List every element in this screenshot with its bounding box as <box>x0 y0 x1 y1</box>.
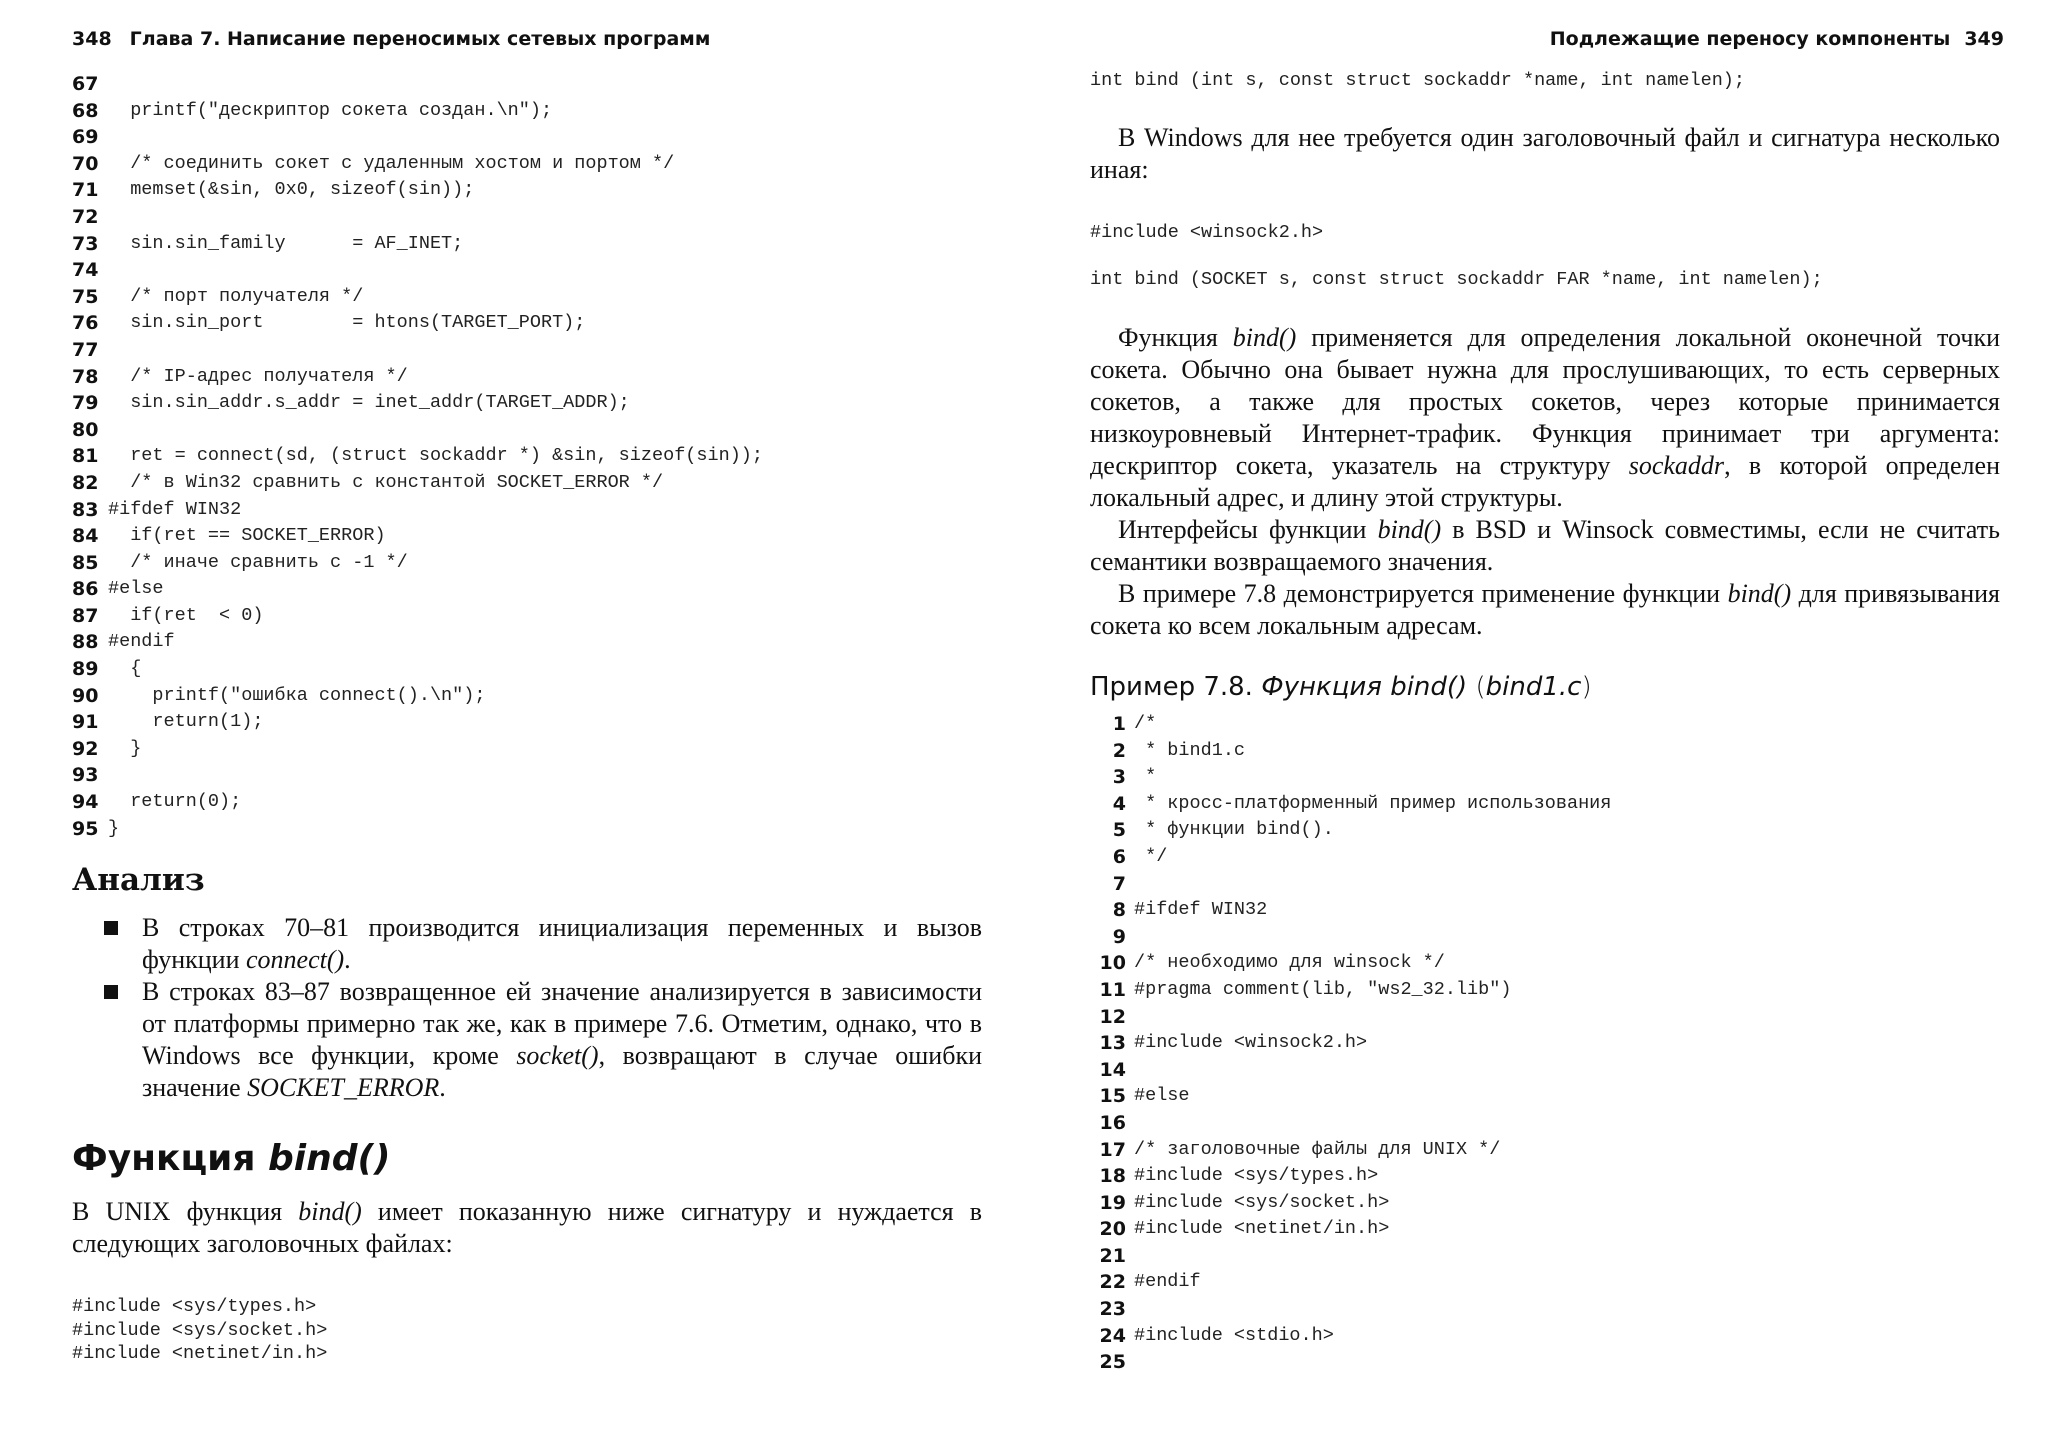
line-number: 81 <box>72 445 99 468</box>
code-text: #else <box>1134 1085 1190 1107</box>
line-number: 73 <box>72 232 99 255</box>
code-text: #ifdef WIN32 <box>108 498 242 520</box>
code-text: sin.sin_port = htons(TARGET_PORT); <box>108 312 586 334</box>
line-number: 17 <box>1099 1138 1126 1161</box>
code-line <box>72 204 763 231</box>
line-number: 87 <box>72 604 99 627</box>
line-number: 18 <box>1099 1165 1126 1188</box>
code-line <box>1090 1137 1611 1164</box>
code-line <box>1090 711 1611 738</box>
code-text: } <box>108 817 120 839</box>
signature-unix: int bind (int s, const struct sockaddr *name, int namelen); <box>1090 70 1746 91</box>
code-text: /* соединить сокет с удаленным хостом и портом */ <box>108 152 675 174</box>
line-number: 83 <box>72 498 99 521</box>
code-text: * <box>1134 766 1157 788</box>
code-line <box>72 417 763 444</box>
line-number: 67 <box>72 73 99 95</box>
bullet-emphasis: SOCKET_ERROR <box>247 1073 440 1102</box>
paragraph-emphasis: bind() <box>1727 579 1792 608</box>
code-text: #ifdef WIN32 <box>1134 899 1268 921</box>
code-line <box>72 71 763 98</box>
code-text: #include <netinet/in.h> <box>1134 1218 1390 1240</box>
code-text: if(ret == SOCKET_ERROR) <box>108 525 386 547</box>
code-line <box>72 151 763 178</box>
line-number: 82 <box>72 471 99 494</box>
code-line <box>72 124 763 151</box>
code-line <box>1090 1216 1611 1243</box>
code-line <box>72 497 763 524</box>
paragraph-text: для привязывания сокета ко всем локальным адресам. <box>1090 579 2000 640</box>
line-number: 7 <box>1112 872 1126 895</box>
line-number: 93 <box>72 764 99 787</box>
line-number: 85 <box>72 551 99 574</box>
analysis-bullets <box>72 912 982 1104</box>
code-text: ret = connect(sd, (struct sockaddr *) &sin, sizeof(sin)); <box>108 445 764 467</box>
code-line <box>1090 950 1611 977</box>
line-number: 91 <box>72 711 99 734</box>
code-line <box>72 550 763 577</box>
right-page <box>1024 0 2048 1447</box>
code-line <box>1090 1269 1611 1296</box>
code-text: /* IP-адрес получателя */ <box>108 365 408 387</box>
code-line <box>72 177 763 204</box>
bullet-square-icon <box>104 985 118 999</box>
code-line <box>72 284 763 311</box>
code-line <box>72 603 763 630</box>
page-number: 348 <box>72 28 112 50</box>
line-number: 15 <box>1099 1085 1126 1108</box>
code-line <box>72 98 763 125</box>
section-heading-emphasis: bind() <box>268 1138 391 1179</box>
code-line <box>1090 844 1611 871</box>
code-line <box>1090 1243 1611 1270</box>
section-heading <box>72 1138 390 1179</box>
code-text: } <box>108 737 142 759</box>
code-line <box>1090 1083 1611 1110</box>
code-line <box>72 231 763 258</box>
bullet-text: В строках 83–87 возвращенное ей значение анализируется в зависимости от платформы примерно так же, как в примере 7.6. Отметим, однако, что в Windows все функции, кроме <box>142 977 982 1070</box>
code-text: printf("ошибка connect().\n"); <box>108 684 486 706</box>
code-line <box>72 390 763 417</box>
code-text: /* <box>1134 713 1157 734</box>
include-line: #include <sys/types.h> <box>72 1296 317 1317</box>
code-line <box>72 789 763 816</box>
code-text: /* в Win32 сравнить с константой SOCKET_ERROR */ <box>108 471 664 493</box>
paragraph-text: Интерфейсы функции <box>1118 515 1378 544</box>
example-title: Функция <box>1261 672 1391 702</box>
bullet-emphasis: connect() <box>246 945 345 974</box>
line-number: 12 <box>1099 1005 1126 1028</box>
code-text: #include <winsock2.h> <box>1134 1032 1368 1054</box>
line-number: 94 <box>72 791 99 814</box>
code-line <box>72 816 763 843</box>
code-text: * кросс-платформенный пример использования <box>1134 792 1612 814</box>
line-number: 90 <box>72 684 99 707</box>
line-number: 72 <box>72 205 99 228</box>
paragraph-emphasis: bind() <box>298 1197 362 1226</box>
line-number: 79 <box>72 392 99 415</box>
include-line: #include <sys/socket.h> <box>72 1319 328 1341</box>
line-number: 13 <box>1099 1032 1126 1055</box>
code-line <box>1090 1030 1611 1057</box>
bullet-item <box>72 976 982 1104</box>
code-line <box>72 762 763 789</box>
line-number: 84 <box>72 525 99 548</box>
line-number: 23 <box>1099 1298 1126 1321</box>
bullet-emphasis: socket() <box>516 1041 599 1070</box>
description-block <box>1090 322 2000 642</box>
code-line <box>72 364 763 391</box>
line-number: 21 <box>1099 1244 1126 1267</box>
running-head-right <box>1550 28 2004 50</box>
paragraph-text: В примере 7.8 демонстрируется применение функции <box>1118 579 1728 608</box>
line-number: 92 <box>72 737 99 760</box>
code-text: */ <box>1134 845 1168 867</box>
code-line <box>72 443 763 470</box>
line-number: 11 <box>1099 978 1126 1001</box>
line-number: 24 <box>1099 1324 1126 1347</box>
paragraph-text: имеет показанную ниже сигнатуру и нуждается в следующих заголовочных файлах: <box>72 1197 982 1258</box>
line-number: 9 <box>1112 925 1126 948</box>
signature-windows: int bind (SOCKET s, const struct sockaddr FAR *name, int namelen); <box>1090 269 1823 290</box>
code-line <box>1090 1163 1611 1190</box>
code-line <box>1090 1190 1611 1217</box>
code-text: /* порт получателя */ <box>108 285 364 307</box>
line-number: 75 <box>72 285 99 308</box>
code-line <box>72 629 763 656</box>
line-number: 89 <box>72 658 99 681</box>
code-line <box>72 523 763 550</box>
code-line <box>1090 1057 1611 1084</box>
code-line <box>72 337 763 364</box>
example-title: ) <box>1581 672 1592 702</box>
code-line <box>1090 764 1611 791</box>
line-number: 25 <box>1099 1351 1126 1374</box>
line-number: 5 <box>1112 819 1126 842</box>
code-line <box>1090 924 1611 951</box>
example-label: Пример 7.8. <box>1090 672 1262 702</box>
bullet-text: В строках 70–81 производится инициализация переменных и вызов функции <box>142 913 982 974</box>
code-text: sin.sin_addr.s_addr = inet_addr(TARGET_ADDR); <box>108 392 630 414</box>
line-number: 20 <box>1099 1218 1126 1241</box>
running-title: Глава 7. Написание переносимых сетевых программ <box>129 28 711 50</box>
line-number: 16 <box>1099 1111 1126 1134</box>
body-paragraph <box>1090 514 2000 578</box>
code-line <box>72 576 763 603</box>
code-line <box>1090 897 1611 924</box>
code-text: memset(&sin, 0x0, sizeof(sin)); <box>108 179 475 201</box>
line-number: 71 <box>72 179 99 202</box>
running-title: Подлежащие переносу компоненты <box>1549 28 1951 50</box>
paragraph-text: В UNIX функция <box>72 1197 299 1226</box>
line-number: 76 <box>72 312 99 335</box>
code-text: * bind1.c <box>1134 739 1246 761</box>
code-text: * функции bind(). <box>1134 819 1334 841</box>
code-listing <box>1090 711 1611 1376</box>
bullet-text: . <box>344 945 351 974</box>
code-text: printf("дескриптор сокета создан.\n"); <box>108 99 553 121</box>
paragraph-text: Функция <box>1118 323 1233 352</box>
line-number: 95 <box>72 817 99 840</box>
code-line <box>1090 1004 1611 1031</box>
paragraph-text: применяется для определения локальной оконечной точки сокета. Обычно она бывает нужна для прослушивающих, то есть серверных сокетов, а также для простых сокетов, через которые принимается низкоуровневый Интернет-трафик. Функция принимает три аргумента: дескриптор сокета, указатель на структуру <box>1090 323 2001 480</box>
code-text: /* заголовочные файлы для UNIX */ <box>1134 1138 1501 1160</box>
code-line <box>1090 977 1611 1004</box>
include-line: #include <netinet/in.h> <box>72 1343 328 1364</box>
code-text: return(0); <box>108 791 242 813</box>
code-text: { <box>108 658 142 680</box>
line-number: 22 <box>1099 1271 1126 1294</box>
analysis-heading: Анализ <box>72 862 205 898</box>
code-text: #endif <box>108 631 175 653</box>
code-text: if(ret < 0) <box>108 604 264 626</box>
paragraph-emphasis: bind() <box>1377 515 1442 544</box>
line-number: 3 <box>1112 766 1126 789</box>
section-heading-text: Функция <box>72 1138 269 1179</box>
include-winsock: #include <winsock2.h> <box>1090 222 1324 243</box>
code-line <box>1090 738 1611 765</box>
line-number: 6 <box>1112 845 1126 868</box>
example-title: ( <box>1467 672 1486 702</box>
line-number: 78 <box>72 365 99 388</box>
code-line <box>1090 791 1611 818</box>
paragraph-emphasis: sockaddr <box>1628 451 1725 480</box>
code-line <box>72 736 763 763</box>
bullet-text: . <box>439 1073 446 1102</box>
body-paragraph <box>72 1196 982 1260</box>
bullet-square-icon <box>104 921 118 935</box>
code-line <box>72 470 763 497</box>
line-number: 69 <box>72 126 99 149</box>
include-block <box>72 1295 327 1366</box>
code-text: #else <box>108 578 164 600</box>
code-text: #include <stdio.h> <box>1134 1324 1334 1346</box>
code-text: sin.sin_family = AF_INET; <box>108 232 464 254</box>
line-number: 4 <box>1112 792 1126 815</box>
bullet-text: , возвращают в случае ошибки значение <box>142 1041 982 1102</box>
code-listing <box>72 71 763 842</box>
code-text: #endif <box>1134 1271 1201 1293</box>
line-number: 2 <box>1112 739 1126 762</box>
code-text: /* иначе сравнить с -1 */ <box>108 551 408 573</box>
body-paragraph <box>1090 578 2000 642</box>
code-text: #include <sys/types.h> <box>1134 1165 1379 1187</box>
running-head-left <box>72 28 710 50</box>
code-text: /* необходимо для winsock */ <box>1134 952 1445 974</box>
code-line <box>72 683 763 710</box>
line-number: 1 <box>1112 713 1126 735</box>
line-number: 14 <box>1099 1058 1126 1081</box>
code-line <box>1090 1296 1611 1323</box>
code-line <box>1090 817 1611 844</box>
line-number: 77 <box>72 338 99 361</box>
paragraph-emphasis: bind() <box>1232 323 1297 352</box>
paragraph-text: в BSD и Winsock совместимы, если не считать семантики возвращаемого значения. <box>1090 515 2001 576</box>
code-text: #pragma comment(lib, "ws2_32.lib") <box>1134 978 1512 1000</box>
line-number: 80 <box>72 418 99 441</box>
body-paragraph: В Windows для нее требуется один заголовочный файл и сигнатура несколько иная: <box>1090 123 2000 184</box>
line-number: 88 <box>72 631 99 654</box>
line-number: 70 <box>72 152 99 175</box>
code-text: #include <sys/socket.h> <box>1134 1191 1390 1213</box>
example-filename: bind1.c <box>1485 672 1582 702</box>
paragraph-text: , в которой определен локальный адрес, и длину этой структуры. <box>1090 451 2000 512</box>
code-line <box>72 310 763 337</box>
line-number: 8 <box>1112 899 1126 922</box>
example-title-emphasis: bind() <box>1390 672 1468 702</box>
line-number: 86 <box>72 578 99 601</box>
code-line <box>1090 1349 1611 1376</box>
code-line <box>72 709 763 736</box>
body-paragraph <box>1090 322 2000 514</box>
bullet-item <box>72 912 982 976</box>
example-caption <box>1090 672 1592 702</box>
code-line <box>1090 871 1611 898</box>
line-number: 68 <box>72 99 99 122</box>
line-number: 19 <box>1099 1191 1126 1214</box>
page-number: 349 <box>1964 28 2004 50</box>
line-number: 74 <box>72 259 99 282</box>
code-line <box>1090 1323 1611 1350</box>
code-line <box>72 257 763 284</box>
code-line <box>1090 1110 1611 1137</box>
code-line <box>72 656 763 683</box>
line-number: 10 <box>1099 952 1126 975</box>
code-text: return(1); <box>108 711 264 733</box>
